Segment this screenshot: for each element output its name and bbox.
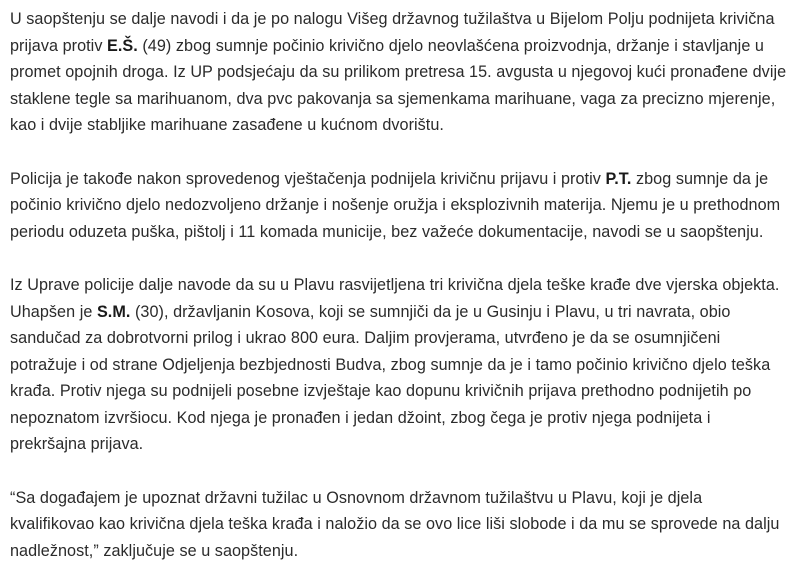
paragraph-3 — [10, 272, 790, 458]
paragraph-4-quote — [10, 485, 790, 565]
suspect-initials: E.Š. — [107, 36, 138, 55]
suspect-initials: S.M. — [96, 302, 131, 321]
text-segment: zbog sumnje da je počinio krivično djelo nedozvoljeno držanje i nošenje oružja i eksplozivnih materija. Njemu je u prethodnom periodu oduzeta puška, pištolj i 11 komada municije, bez važeće dokumentacije, navodi se u saopštenju. — [10, 169, 781, 241]
suspect-initials: P.T. — [605, 169, 632, 188]
paragraph-2 — [10, 166, 790, 246]
text-segment: (30), državljanin Kosova, koji se sumnjiči da je u Gusinju i Plavu, u tri navrata, obio sandučad za dobrotvorni prilog i ukrao 800 eura. Daljim provjerama, utvrđeno je da se osumnjičeni potražuje i od strane Odjeljenja bezbjednosti Budva, zbog sumnje da je i tamo počinio krivično djelo teška krađa. Protiv njega su podnijeli posebne izvještaje kao dopunu krivičnih prijava prethodno podnijetih po nepoznatom izvršiocu. Kod njega je pronađen i jedan džoint, zbog čega je protiv njega podnijeta i prekršajna prijava. — [10, 302, 771, 453]
text-segment: Iz Uprave policije dalje navode da su u Plavu rasvijetljena tri krivična djela teške krađe dve vjerska objekta. Uhapšen je — [10, 276, 780, 321]
text-segment: (49) zbog sumnje počinio krivično djelo neovlašćena proizvodnja, držanje i stavljanje u promet opojnih droga. Iz UP podsjećaju da su prilikom pretresa 15. avgusta u njegovoj kući pronađene dvije staklene tegle sa marihuanom, dva pvc pakovanja sa sjemenkama marihuane, vaga za precizno mjerenje, kao i dvije stabljike marihuane zasađene u kućnom dvorištu. — [10, 36, 787, 134]
paragraph-1 — [10, 6, 790, 139]
text-segment: Policija je takođe nakon sprovedenog vještačenja podnijela krivičnu prijavu i protiv — [10, 169, 606, 188]
text-segment: U saopštenju se dalje navodi i da je po nalogu Višeg državnog tužilaštva u Bijelom Polju podnijeta krivična prijava protiv — [10, 10, 775, 55]
text-segment: “Sa događajem je upoznat državni tužilac u Osnovnom državnom tužilaštvu u Plavu, koji je djela kvalifikovao kao krivična djela teška krađa i naložio da se ovo lice liši slobode i da mu se sprovede na dalju nadležnost,” zaključuje se u saopštenju. — [10, 488, 780, 560]
